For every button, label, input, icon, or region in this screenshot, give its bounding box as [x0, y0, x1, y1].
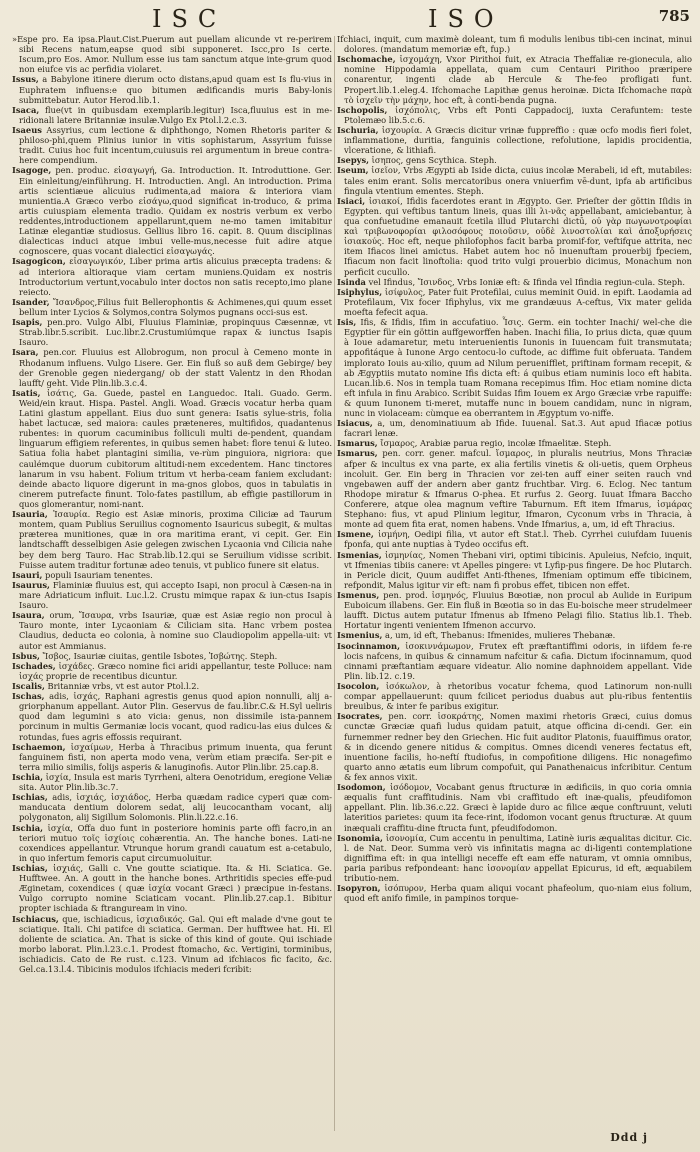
dictionary-entry — [12, 388, 332, 509]
entry-text: Ifchiaci, inquit, cum maximè doleant, tum fi modulis lenibus tibi-cen incinat, minui dolores. (mandatum memoriæ eft, fup.) — [337, 34, 692, 55]
entry-headword: Isiacus, — [337, 418, 373, 429]
entry-text: Ἰσαυρία. Regio est Asiæ minoris, proxima Ciliciæ ad Taurum montem, quam Publius Seruilius cognomento Isauricus subegit, & multas præterea munitiones, quæ in ora maritima erant, vi cepit. Ger. Ein landtschafft desselbigen Asie gelegen zwischen Lycaonia vnd Cilicia nahe bey dem berg Tauro. Hac Strab.lib.12.qui se Seruilium vidisse scribit. Fuisse autem traditur fortunæ adeo tenuis, vt publico funere sit elatus. — [19, 509, 332, 570]
dictionary-entry — [337, 641, 692, 681]
entry-text: pen. produc. εἰσαγωγή, Ga. Introduction. It. Introduttione. Ger. Ein einleitung/einführung. H. Introductien. Angl. An introduction. Prima artis scientiæue alicuius rudimenta,ad maiora & interiora viam munientia.A Græco verbo εἰσάγω,quod significat in-troduco, & prima artis cuiuspiam elementa tradio. Quidam ex nostris verbum ex verbo reddentes,introductionem appellarunt,quem ne-mo tamen imitabitur Latinæ elegantiæ studiosus. Gellius libro 16. capit. 8. Quum disciplinas dialecticas induci atque imbui velle-mus,necesse fuit adire atque cognoscere, quas vocant dialectici εἰσαγωγάς. — [19, 165, 332, 257]
entry-text: ἰσχόπολις, Vrbs eft Ponti Cappadocij, iuxta Cerafuntem: teste Ptolemæo lib.5.c.6. — [344, 104, 693, 125]
dictionary-entry — [337, 34, 692, 54]
entry-headword: Iseum, — [337, 165, 369, 176]
entry-text: ἰσίφυλος, Pater fuit Protefilai, cuius meminit Ouid. in epift. Laodamia ad Protefilaum, Vix focer Ifiphylus, vix me grandæuus A-ceftus, Vix mater gelida moefta fefecit aqua. — [344, 286, 692, 317]
dictionary-entry — [337, 529, 692, 549]
dictionary-entry — [12, 681, 332, 691]
entry-text: Flaminiæ fluuius est, qui accepto Isapi, non procul à Cæsen-na in mare Adriaticum influit. Luc.l.2. Crustu mimque rapax & iun-ctus Isapis Isauro. — [19, 579, 332, 611]
running-header — [0, 0, 700, 36]
dictionary-entry — [12, 105, 332, 125]
entry-headword: Ismene, — [337, 529, 374, 540]
dictionary-entry — [337, 833, 692, 884]
entry-text: ἰσχομάχη, Vxor Pirithoi fuit, ex Atracia Theffaliæ re-gionecula, alio nomine Hippodamia appellata, quam cum Centauri Pirithoo præripere conarentur, ingenti clade ab Hercule & The-feo profligati funt. Propert.lib.1.eleg.4. Ifchomache Lapithæ genus heroinæ. Dicta Ifchomache παρὰ τὸ ἰσχεῖν τὴν μάχην, hoc eft, à conti-benda pugna. — [344, 54, 692, 105]
dictionary-entry — [12, 34, 332, 74]
entry-headword: Isopyron, — [337, 883, 381, 894]
dictionary-entry — [12, 823, 332, 863]
entry-headword: Ischades, — [12, 660, 56, 671]
entry-headword: Ismenias, — [337, 549, 382, 560]
dictionary-entry — [12, 691, 332, 742]
entry-headword: Iscalis, — [12, 681, 45, 691]
entry-text: a Babylone itinere dierum octo distans,apud quam est Is flu-vius in Euphratem influens:e quo bitumen ædificandis muris Baby-lonis submittebatur. Autor Herod.lib.1. — [19, 74, 333, 105]
dictionary-entry — [337, 711, 692, 782]
entry-headword: Ischia, — [12, 771, 44, 782]
dictionary-entry — [12, 256, 332, 296]
dictionary-entry — [337, 287, 692, 317]
dictionary-entry — [337, 165, 692, 195]
entry-headword: Isagogicon, — [12, 256, 66, 267]
entry-headword: Isonomia, — [337, 832, 383, 843]
entry-headword: Isander, — [12, 296, 50, 307]
dictionary-entry — [12, 742, 332, 772]
entry-text: ἰσάτις, Ga. Guede, pastel en Languedoc. Itali. Guado. Germ. Weid/ein kraut. Hispa. Pastel. Angli. Woad. Græcis vocatur herba quam Latini glastum appellant. Eius duo sunt genera: Isatis sylue-stris, folia habet lactucæ, sed maiora: caules præteneres, multifidos, quadantenus rubentes: in quorum cacuminibus folliculi multi de-pendent, quandam linguarum effigiem referentes, in quibus semen habet: flore tenui & luteo. Satiua folia habet plantagini similia, ve-rùm pinguiora, nigriora: que caulémque duorum cubitorum altitudi-nem excedentem. Hanc tinctores lanarum in vsu habent. Folium tritum vt herba-ceam faniem excludant: deinde abacto liquore digerunt in ma-gnos globos, quos in tabulatis in cinerem putrefacte finunt. Tolo-fates pastillum, ab effigie pastillorum in quos glomerantur, nomi-nant. — [19, 387, 332, 510]
entry-text: pen.cor. Fluuius est Allobrogum, non procul à Cemeno monte in Rhodanum influens. Vulgo Lisere. Ger. Ein fluß so auß dem Gebirge/ bey der Grenoble gegen niedergang/ ob der statt Valentz in den Rhodan laufft/ geht. Vide Plin.lib.3.c.4. — [19, 347, 332, 388]
entry-text: Ἴσβος, Isauriæ ciuitas, gentile Isbotes, Ἰσβώτης. Steph. — [42, 650, 278, 661]
dictionary-entry — [337, 782, 692, 833]
entry-headword: Isaca, — [12, 104, 40, 115]
entry-headword: Isbus, — [12, 650, 40, 661]
entry-headword: Isiphylus, — [337, 286, 383, 297]
header-right-guideword: ISO — [428, 5, 504, 33]
dictionary-entry — [12, 165, 332, 256]
entry-text: ἰσεῖον, Vrbs Ægypti ab Iside dicta, cuius incolæ Merabeli, id eft, mutabiles: tales enim erant. Solis mercatoribus onera vniuerfim vē-dunt, ipfa ab artificibus fingula vtentium ementes. Steph. — [344, 165, 693, 196]
entry-headword: Isepys, — [337, 155, 370, 166]
dictionary-entry — [337, 277, 692, 287]
entry-text: ἰσονομία, Cum accentu in penultima, Latinè iuris æqualitas dicitur. Cic. l. de Nat. Deor. Summa verò vis infinitatis magna ac di-ligenti contemplatione digniffima eft: in qua intelligi neceffe eft eam effe naturam, vt omnia omnibus, paria paribus refpondeant: hanc ἰσονομίαν appellat Epicurus, id eft, æquabilem tributio-nem. — [344, 832, 692, 884]
dictionary-entry — [337, 105, 692, 125]
entry-text: ἰσοκιννάμωμον, Frutex eft præftantiffimi odoris, in iifdem fe-re locis nafcens, in quibus & cinnamum nafcitur & cafia. Dictum ifocinnamum, quod cinnami præftantiam æquare videatur. Alio nomine daphnoidem appellant. Vide Plin. lib.12. c.19. — [344, 640, 692, 681]
entry-text: εἰσαγωγικόν, Liber prima artis alicuius præcepta tradens: & ad interiora altioraque viam certam muniens.Quidam ex nostris Introductorium vertunt,vocabulo inter doctos non satis recepto,imo plane reiecto. — [19, 256, 332, 297]
entry-headword: Ismarus, — [337, 448, 378, 459]
entry-text: pen. corr. gener. mafcul. ἴσμαρος, in pluralis neutrius, Mons Thraciæ afper & incultus ex vna parte, ex alia fertilis vinetis & oli-uetis, quem Orpheus incoluit. Ger. Ein berg in Thracien vor zei-ten auff einer seiten rauch vnd vngebawen auff der andern aber gantz fruchtbar. Virg. 6. Eclog. Nec tantum Rhodope miratur & Ifmarus O-phea. Et rurfus 2. Georg. Iuuat Ifmara Baccho Conferere, atque olea magnum veftire Taburnum. Eft item Ifmarus, ἰσμάρας Stephano: fius, vt apud Plinium legitur, Ifmaron, Cyconum vrbs in Thracia, à monte ad quem fita erat, nomen habens. Vnde Ifmarius, a, um, id eft Thracius. — [344, 448, 692, 530]
entry-text: ἰσηπος, gens Scythica. Steph. — [371, 155, 497, 166]
dictionary-entry — [337, 317, 692, 418]
dictionary-entry — [12, 297, 332, 317]
entry-headword: Ismenius, — [337, 630, 383, 641]
entry-text: adis, ἰσχιάς, ἰσχιάδος, Herba quædam radice cyperi quæ com-manducata dentium dolorem sedat, alij leucocantham vocant, alij polygonaton, alij Sigillum Solomonis. Plin.li.22.c.16. — [19, 792, 333, 823]
dictionary-entry — [337, 681, 692, 711]
entry-headword: Ischias, — [12, 792, 48, 803]
entry-headword: Isodomon, — [337, 782, 386, 793]
entry-headword: Ischuria, — [337, 124, 379, 135]
dictionary-entry — [337, 196, 692, 277]
entry-text: »Espe pro. Ea ipsa.Plaut.Cist.Puerum aut puellam alicunde vt re-perirem sibi Recens natum,eapse quod sibi supponeret. Iscc,pro Is certe. Iscum,pro Eos. Amor. Nullum esse ius tam sanctum atque inte-grum quod non eiufce vis ac perfidia violaret. — [12, 34, 332, 75]
entry-text: Britanniæ vrbs, vt est autor Ptol.l.2. — [47, 681, 200, 691]
dictionary-entry — [337, 155, 692, 165]
entry-text: ἰσόπυρον, Herba quam aliqui vocant phafeolum, quo-niam eius folium, quod eft anifo fimile, in pampinos torque- — [344, 883, 692, 904]
dictionary-entry — [12, 610, 332, 650]
entry-text: ἰσχία, Offa duo funt in posteriore hominis parte offi facro,in an teriori mutuo τοῖς ἰσχίοις cohærentia. An. The hanche bones. Lati-ne coxendices appellantur. Vtrunque horum grandi cauatum est a-cetabulo, in quo infertum femoris caput circumuoluitur. — [19, 822, 332, 863]
entry-headword: Ischaemon, — [12, 741, 66, 752]
entry-text: ἰσόκωλον, à rhetoribus vocatur fchema, quod Latinorum non-nulli compar appellauerunt: quum fcilicet periodus duabus aut plu-ribus fententiis breuibus, & inter fe paribus exigitur. — [344, 681, 692, 712]
dictionary-entry — [12, 661, 332, 681]
dictionary-entry — [337, 448, 692, 529]
entry-headword: Isaurus, — [12, 579, 50, 590]
dictionary-entry — [337, 883, 692, 903]
entry-text: ἰσχάδες. Græco nomine fici aridi appellantur, teste Polluce: nam ἰσχάς proprie de recentibus dicuntur. — [19, 660, 332, 681]
entry-text: pen. corr. ἰσοκράτης, Nomen maximi rhetoris Græci, cuius domus cunctæ Græciæ quafi ludus quidam patuit, atque officina di-cendi. Ger. ein furnemmer redner bey den Griechen. Hic fuit auditor Platonis, fuauiffimus orator, & in dicendo genere nitidus & compitus. Omnes dicendi veneres fectatus eft, inuentione facilis, ho-neftí ftudiofus, in compofitione diligens. Hic nonagefimo quarto anno ætatis eum librum compofuit, qui Panathenaicus infcribitur. Centum & fex annos vixit. — [344, 711, 692, 782]
entry-text: adis, ἰσχάς, Raphani agrestis genus quod apion nonnulli, alij a-griorphanum appellant. Autor Plin. Geservus de fau.libr.C.& H.Syl ueliris quod dam legumini s ato vicia: genus, non dissimile ista-pannem porcinum in multis Germaniæ locis vocant, quod radicu-las eius dulces & rotundas, fues agris effossis requirant. — [19, 691, 332, 742]
entry-headword: Isiaci, — [337, 195, 366, 206]
dictionary-entry — [12, 651, 332, 661]
dictionary-entry — [337, 630, 692, 640]
right-column — [337, 34, 692, 903]
entry-text: ἰσιακοί, Ifidis facerdotes erant in Ægypto. Ger. Prieſter der göttin Iſidis in Egypten. qui veftibus tantum lineis, quas illi λι-νᾶς appellabant, amiciebantur, à qua confuetudine emanauit fcetila illud Plutarchi dictū, οὐ γὰρ πωγωνοτροφίαι καὶ τριβωνοφορίαι φιλοσόφους ποιοῦσιν, οὐδὲ λινοστολίαι καὶ ἀποξυρήσεις ἰσιακούς. Hoc eft, neque philofophos facit barba promif-for, veftifque attrita, nec item Ifiacos linei amictus. Habet autem hoc nō inuenuftam prouerbij fpeciem, Ifiacum non facit linoftolia: quod trito vulgi prouerbio dicimus, Monachum non perficit cucullo. — [344, 195, 692, 277]
dictionary-entry — [337, 418, 692, 438]
entry-headword: Isatis, — [12, 387, 41, 398]
dictionary-entry — [12, 772, 332, 792]
entry-headword: Ismarus, — [337, 438, 378, 449]
entry-headword: Isocrates, — [337, 711, 383, 722]
dictionary-entry — [337, 590, 692, 630]
dictionary-entry — [12, 347, 332, 387]
entry-text: vel Ifindus, Ἴσινδος, Vrbs Ioniæ eft: & Ifinda vel Ifindia regiun-cula. Steph. — [368, 276, 685, 287]
entry-text: populi Isauriam tenentes. — [45, 569, 153, 580]
entry-headword: Ischas, — [12, 691, 45, 702]
dictionary-entry — [12, 509, 332, 570]
dictionary-entry — [12, 580, 332, 610]
dictionary-entry — [12, 570, 332, 580]
left-column — [12, 34, 332, 974]
entry-headword: Isara, — [12, 347, 39, 358]
entry-headword: Isinda — [337, 276, 366, 287]
entry-headword: Issus, — [12, 74, 39, 85]
column-divider — [334, 36, 335, 1131]
entry-text: ἰσχιάς, Galli c. Vne goutte sciatique. Ita. & Hi. Sciatica. Ge. Hufftwee. An. A goutt in the hanche bones. Arthritidis species effe-pud Æginetam, coxendices ( quæ ἰσχία vocant Græci ) præcipue in-festans. Vulgo corrupto nomine Sciaticam vocant. Plin.lib.27.cap.1. Bibitur propter ischiada & ftranguream in vino. — [19, 862, 332, 914]
dictionary-entry — [12, 863, 332, 914]
entry-headword: Isis, — [337, 317, 357, 328]
entry-headword: Ischopolis, — [337, 104, 388, 115]
entry-headword: Ischomache, — [337, 54, 396, 65]
entry-text: flue(vt in quibusdam exemplarib.legitur) Isca,fluuius est in me-ridionali latere Britanniæ insulæ.Vulgo Ex Ptol.l.2.c.3. — [19, 104, 332, 125]
entry-text: ἰσόδομον, Vocabant genus ftructuræ in ædificiis, in quo coria omnia æqualis funt craffitudinis. Nam vbi craffitudo eft inæ-qualis, pfeudifomon appellant. Plin. lib.36.c.22. Græci è lapide duro ac filice æque conftruunt, veluti lateritios parietes: quum ita fece-rint, ifodomon vocant genus ftructuræ. At quum inæquali craffitu-dine ftructa funt, pfeudifodomon. — [344, 782, 692, 833]
entry-text: Assyrius, cum lectione & diphthongo, Nomen Rhetoris pariter & philoso-phi,quem Plinius iunior in vitis sophistarum, Assyrium fuisse tradit. Cuius hoc fuit incentum,cuiusuis rei argumentum in breue contra-here compendium. — [19, 124, 332, 166]
dictionary-entry — [337, 438, 692, 448]
entry-text: Ifis, & Ifidis, Ifim in accufatiuo. Ἶσις. Germ. ein tochter Inachi/ wel-che die Egyptier für ein göttin auffgeworffen haben. Inachi filia, Io prius dicta, quæ quum à Ioue adamaretur, metu interuenientis Iunonis in Iuuencam fuit transmutata; appofitáque à Iunone Argo centocu-lo cuftode, ac diffime fuit obferuata. Tandem implorato Iouis au-xilio, quum ad Nilum peruenifflet, priftinam formam recepit, & ab Ægyptiis mutato nomine Ifis dicta eft: á quibus etiam numinis loco eft habita. Lucan.lib.6. Nos in templa tuam Romana recepimus Ifim. Hoc etiam nomine dicta eft infula in finu Arabico. Scribit Suidas Ifim Iouem ex Argo Græciæ vrbe rapuiffe: & quum Iunonem ti-meret, mutaffe nunc in bouem candidam, nunc in nigram, nunc in violaceam: cùmque ea oberrantem in Ægyptum vo-niffe. — [344, 317, 692, 419]
entry-headword: Isaeus — [12, 124, 42, 135]
entry-text: ἰσμήνη, Oedipi filia, vt autor eft Stat.l. Theb. Cyrrhei cuiufdam Iuuenis fponfa, qui ante nuptias à Tydeo occifus eft. — [344, 529, 693, 550]
entry-text: ἰσχουρία. A Græcis dicitur vrinæ fuppreffio : quæ ocfo modis fieri folet, inflammatione, duritia, fanguinis collectione, refolutione, lapidis procidentia, vlceratione, & lithiafi. — [344, 124, 693, 156]
entry-headword: Ischia, — [12, 822, 44, 833]
entry-headword: Isapis, — [12, 317, 43, 328]
dictionary-entry — [337, 54, 692, 105]
entry-headword: Isauria, — [12, 509, 48, 520]
entry-headword: Ischias, — [12, 862, 48, 873]
page-number: 785 — [658, 7, 690, 25]
dictionary-entry — [337, 550, 692, 590]
entry-headword: Isocolon, — [337, 681, 380, 691]
entry-text: pen.pro. Vulgo Albi, Fluuius Flaminiæ, propinquus Cæsennæ, vt Strab.libr.5.scribit. Luc.libr.2.Crustumiúmque rapax & iunctus Isapis Isauro. — [19, 317, 332, 348]
entry-headword: Ischiacus, — [12, 913, 59, 924]
header-left-guideword: ISC — [152, 5, 227, 33]
signature-mark: Ddd j — [610, 1131, 648, 1144]
entry-text: Ἴσανδρος,Filius fuit Bellerophontis & Achimenes,qui quum esset bellum inter Lycios & Solymos,contra Solymos pugnans occi-sus est. — [19, 296, 332, 317]
entry-headword: Isaura, — [12, 610, 45, 621]
entry-text: ἰσμηνίας, Nomen Thebani viri, optimi tibicinis. Apuleius, Nefcio, inquit, vt Ifmenias tibiis canere: vt Apelles pingere: vt Lyfip-pus fingere. De hoc Plutarch. in Pericle dicit, Quum audiffet Anti-fthenes, Ifmeniam optimum effe tibicinem, refpondit, Malus igitur vir eft: nam fi probus effet, tibicen non effet. — [344, 549, 693, 590]
dictionary-entry — [12, 792, 332, 822]
dictionary-entry — [12, 125, 332, 165]
entry-text: que, ischiadicus, ἰσχιαδικός. Gal. Qui eft malade d'vne gout te sciatique. Itali. Chi patifce di sciatica. German. Der hufftwee hat. Hi. El doliente de sciatica. An. That is sicke of this kind of goute. Qui ischiade morbo laborat. Plin.l.23.c.1. Prodest ftomacho, &c. Vertigini, torminibus, ischiadicis. Cato de Re rust. c.123. Vinum ad ifchiacos fic facito, &c. Gel.ca.13.l.4. Tibicinis modulos ifchiacis mederi fcribit: — [19, 913, 332, 975]
dictionary-entry — [12, 914, 332, 975]
dictionary-entry — [337, 125, 692, 155]
entry-headword: Isauri, — [12, 569, 43, 580]
entry-text: a, um, id eft, Thebanus: Ifmenides, mulieres Thebanæ. — [385, 630, 616, 641]
entry-text: ἰσχία, Insula est maris Tyrrheni, altera Oenotridum, eregione Veliæ sita. Autor Plin.lib.3c.7. — [19, 771, 332, 793]
entry-headword: Ismenus, — [337, 590, 380, 601]
dictionary-entry — [12, 74, 332, 104]
entry-text: orum, Ἴσαυρα, vrbs Isauriæ, quæ est Asiæ regio non procul à Tauro monte, inter Lycaoniam & Ciliciam sita. Hanc vrbem postea Claudius, deducta eo colonia, à nomine suo Claudiopolim appella-uit: vt autor est Ammianus. — [19, 610, 333, 651]
entry-text: ἴσμαρος, Arabiæ parua regio, incolæ Ifmaelitæ. Steph. — [380, 438, 612, 449]
entry-headword: Isocinnamon, — [337, 640, 400, 651]
entry-headword: Isagoge, — [12, 165, 52, 176]
entry-text: a, um, denominatiuum ab Ifide. Iuuenal. Sat.3. Aut apud Ifiacæ potius facrari lenæ. — [344, 418, 692, 439]
dictionary-entry — [12, 317, 332, 347]
entry-text: pen. prod. ἰσμηνός, Fluuius Bœotiæ, non procul ab Aulide in Euripum Euboicum illabens. Ger. Ein fluß in Bœotia so in das Eu-boische meer strudelmeer laufft. Dictus autem putatur Ifmenus ab Ifmeno Pelagi filio. Statius lib.1. Theb. Hortatur ingenti venientem Ifmenon accurvo. — [344, 590, 693, 631]
entry-text: ἰσχαίμων, Herba à Thracibus primum inuenta, qua ferunt fanguinem fisti, non aperta modo vena, verùm etiam præcifa. Ser-pit e terra milio similis, folijs asperis & lanuginofis. Autor Plin.libr. 25.cap.8. — [19, 741, 333, 772]
